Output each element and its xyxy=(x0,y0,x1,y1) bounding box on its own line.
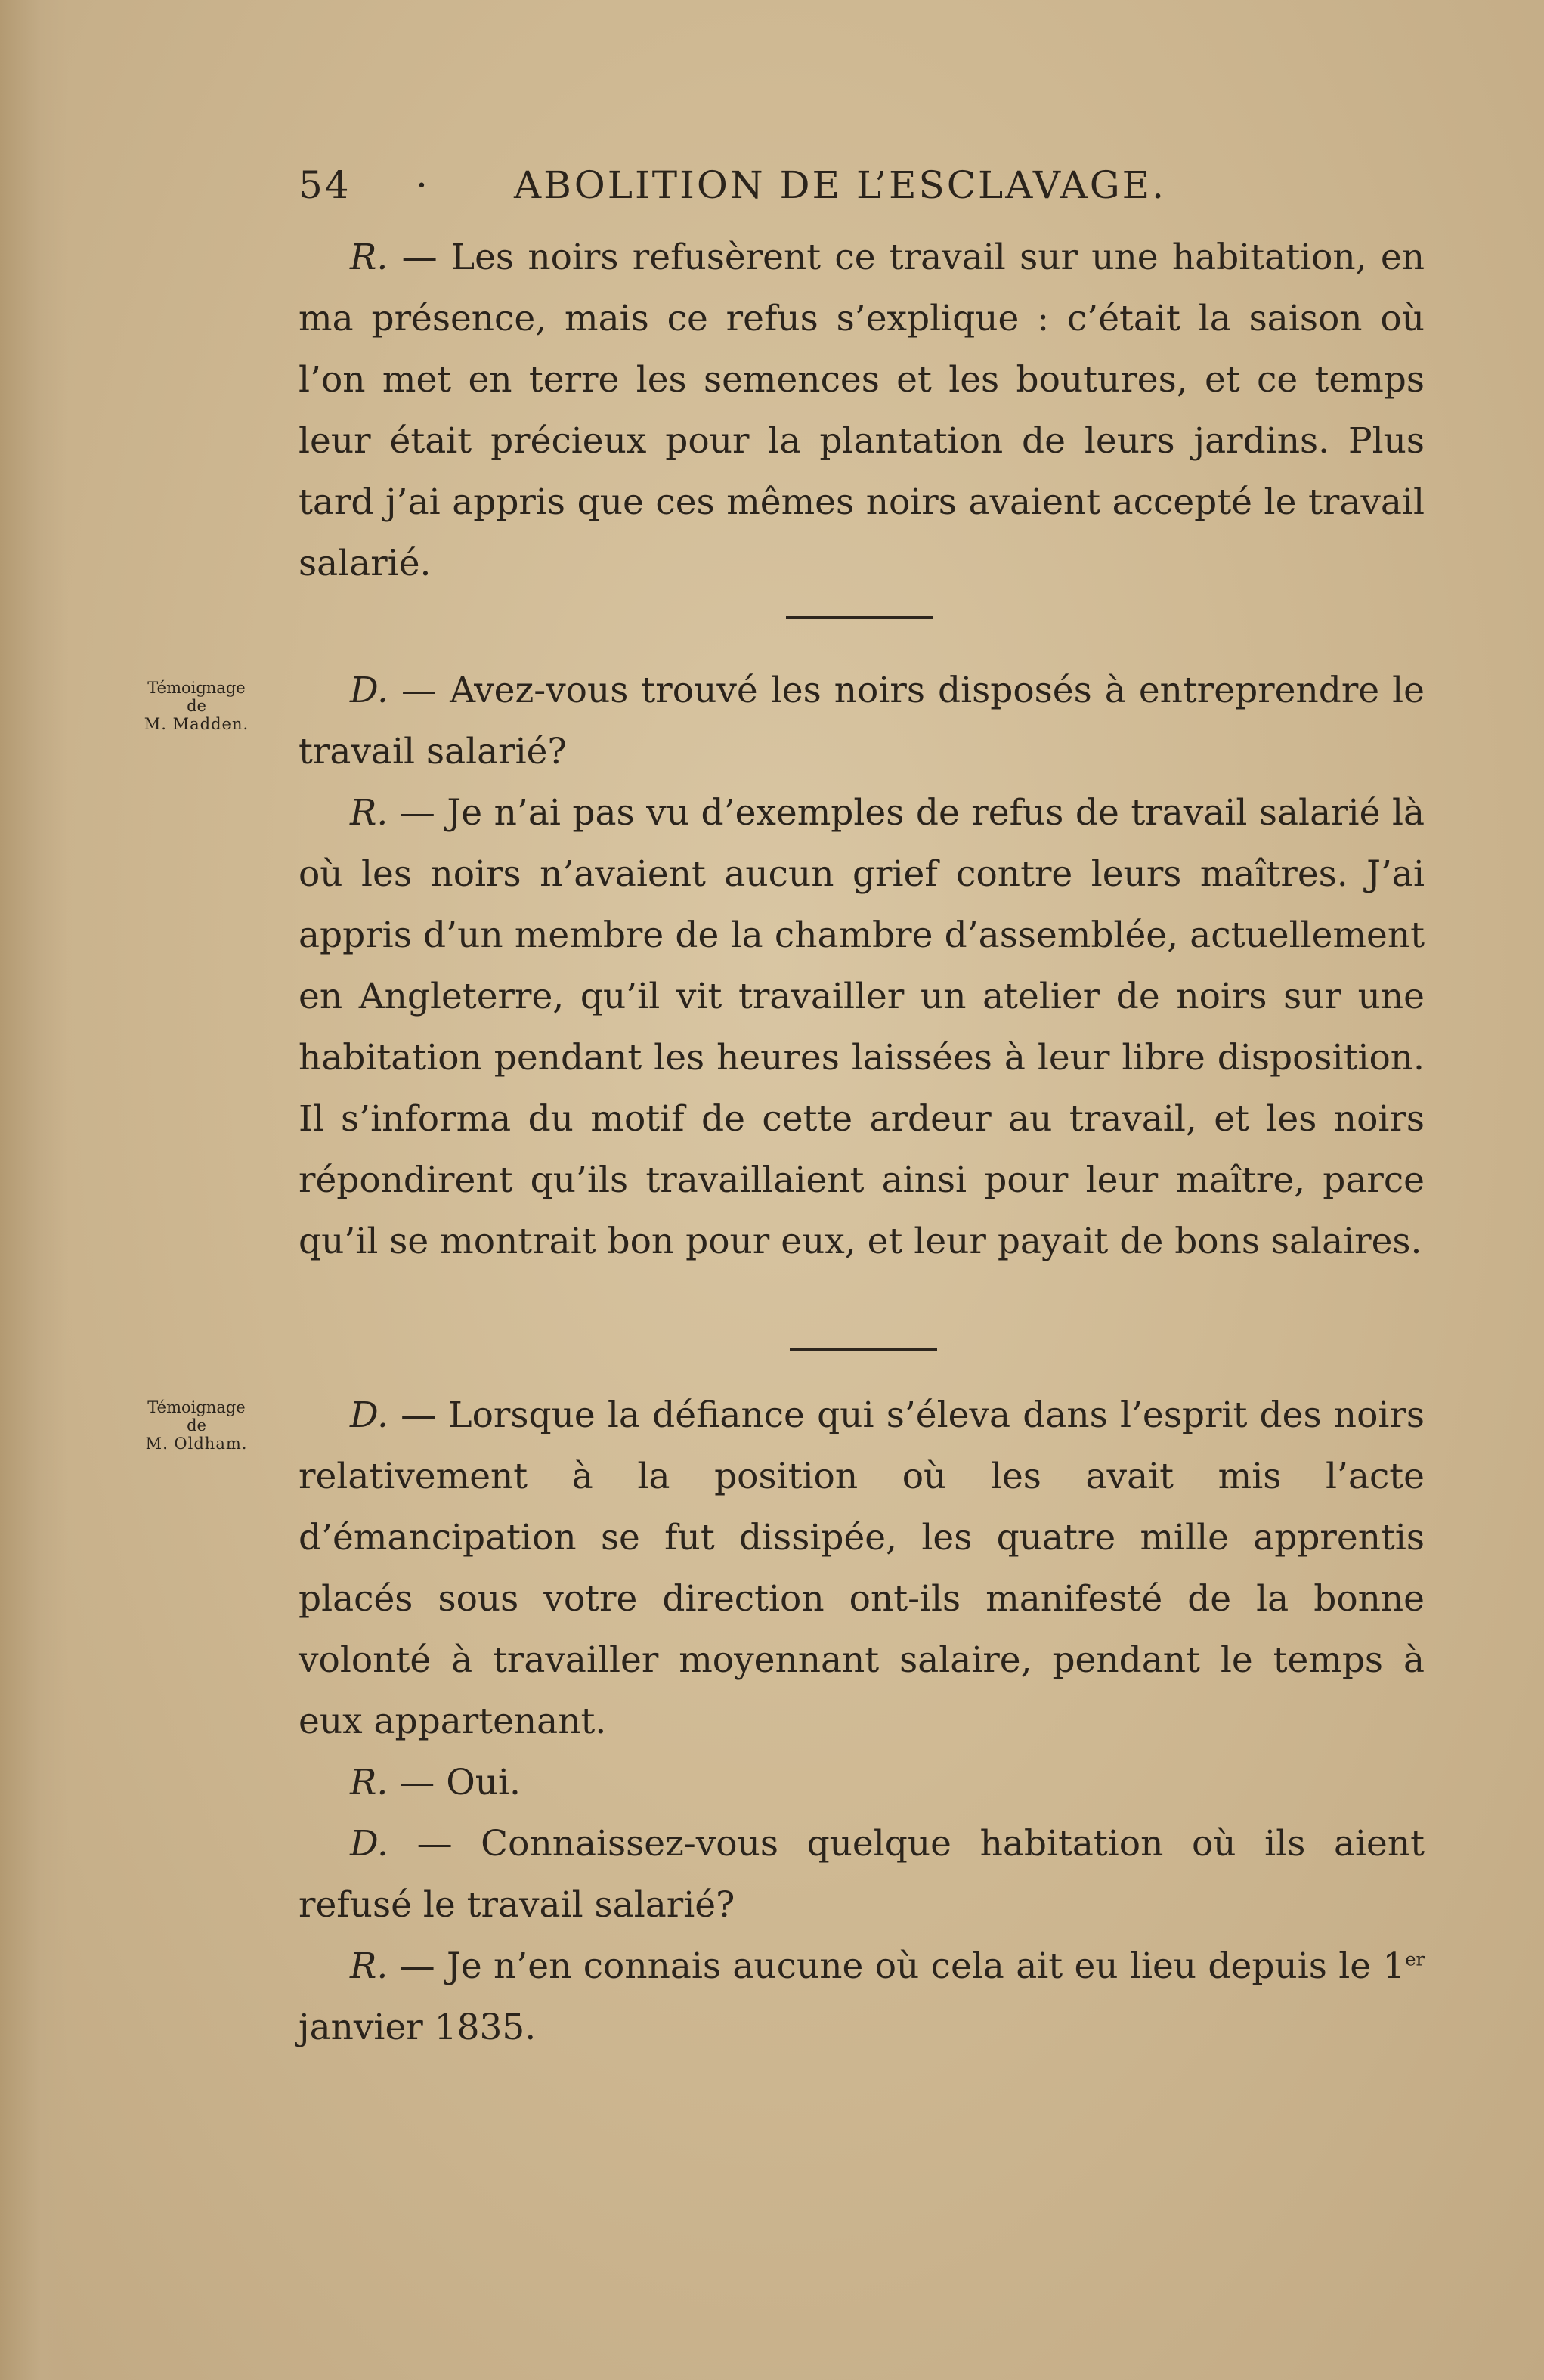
answer-text: — Je n’ai pas vu d’exemples de refus de travail salarié là où les noirs n’avaient aucun grief contre leurs maîtres. J’ai appris d’un membre de la chambre d’assemblée, actuellement en Angleterre, qu’il vit travailler un atelier de noirs sur une habitation pendant les heures laissées à leur libre disposition. Il s’informa du motif de cette ardeur au travail, et les noirs répondirent qu’ils travaillaient ainsi pour leur maître, parce qu’il se montrait bon pour eux, et leur payait de bons salaires. xyxy=(299,792,1425,1262)
section-divider xyxy=(786,616,933,619)
question-label: D. xyxy=(350,1394,388,1436)
running-title: ABOLITION DE L’ESCLAVAGE. xyxy=(514,163,1167,207)
header-separator: · xyxy=(416,163,430,207)
answer-label: R. xyxy=(350,1762,388,1803)
margin-note-line: Témoignage xyxy=(147,679,246,697)
answer-paragraph xyxy=(299,227,1425,594)
question-paragraph xyxy=(299,660,1425,782)
answer-label: R. xyxy=(350,792,388,834)
question-paragraph xyxy=(299,1813,1425,1936)
question-text: — Avez-vous trouvé les noirs disposés à entreprendre le travail salarié? xyxy=(299,670,1425,772)
question-paragraph xyxy=(299,1385,1425,1752)
page-edge-shadow xyxy=(0,0,68,2380)
answer-text: — Je n’en connais aucune où cela ait eu lieu depuis le 1 xyxy=(388,1945,1406,1987)
paragraph-block-3 xyxy=(299,1385,1425,2058)
answer-text-end: janvier 1835. xyxy=(299,2007,537,2048)
ordinal-superscript: er xyxy=(1405,1948,1425,1970)
page-number: 54 xyxy=(299,163,351,207)
question-label: D. xyxy=(350,670,388,711)
answer-label: R. xyxy=(350,1945,388,1987)
paragraph-block-1 xyxy=(299,227,1425,594)
margin-note-line: de xyxy=(187,1416,206,1434)
margin-note-line: Témoignage xyxy=(147,1398,246,1416)
answer-paragraph xyxy=(299,1752,1425,1813)
answer-text: — Oui. xyxy=(388,1762,521,1803)
section-divider xyxy=(790,1348,937,1351)
margin-note-line: M. Oldham. xyxy=(145,1434,248,1453)
answer-text: — Les noirs refusèrent ce travail sur une habitation, en ma présence, mais ce refus s’explique : c’était la saison où l’on met en terre les semences et les boutures, et ce temps leur était précieux pour la plantation de leurs jardins. Plus tard j’ai appris que ces mêmes noirs avaient accepté le travail salarié. xyxy=(299,237,1425,584)
margin-note-line: M. Madden. xyxy=(144,715,249,733)
question-label: D. xyxy=(350,1823,388,1865)
paragraph-block-2 xyxy=(299,660,1425,1272)
margin-note-oldham xyxy=(98,1398,295,1453)
margin-note-madden xyxy=(98,679,295,733)
answer-paragraph xyxy=(299,1936,1425,2058)
answer-paragraph xyxy=(299,782,1425,1272)
margin-note-line: de xyxy=(187,697,206,715)
question-text: — Lorsque la défiance qui s’éleva dans l’esprit des noirs relativement à la position où les avait mis l’acte d’émancipation se fut dissipée, les quatre mille apprentis placés sous votre direction ont-ils manifesté de la bonne volonté à travailler moyennant salaire, pendant le temps à eux appartenant. xyxy=(299,1394,1425,1742)
question-text: — Connaissez-vous quelque habitation où ils aient refusé le travail salarié? xyxy=(299,1823,1425,1926)
answer-label: R. xyxy=(350,237,388,278)
